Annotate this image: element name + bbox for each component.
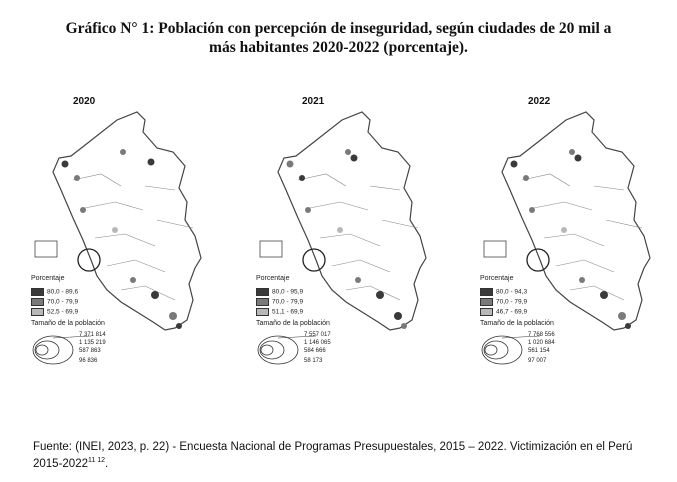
legend-item: 70,0 - 79,9 xyxy=(480,298,527,306)
map-year: 2021 xyxy=(302,96,325,107)
swatch xyxy=(31,288,44,296)
size-value: 97 007 xyxy=(528,358,547,364)
map-year: 2022 xyxy=(528,96,551,107)
size-legend-title: Tamaño de la población xyxy=(256,320,330,327)
title-line-2: más habitantes 2020-2022 (porcentaje). xyxy=(209,39,468,56)
legend-item: 51,1 - 69,9 xyxy=(256,308,303,316)
swatch xyxy=(256,308,269,316)
size-value: 1 020 684 xyxy=(528,340,555,346)
map-year: 2020 xyxy=(73,96,96,107)
size-legend-title: Tamaño de la población xyxy=(31,320,105,327)
size-legend-title: Tamaño de la población xyxy=(480,320,554,327)
legend-item: 46,7 - 69,9 xyxy=(480,308,527,316)
source-text: Fuente: (INEI, 2023, p. 22) - Encuesta Nacional de Programas Presupuestales, 2015 – 2022. Victimización en el Perú 2015-2022 xyxy=(33,441,633,470)
swatch xyxy=(480,308,493,316)
legend-title: Porcentaje xyxy=(31,275,65,282)
size-value: 7 371 814 xyxy=(79,332,106,338)
size-value: 584 666 xyxy=(304,348,326,354)
legend-item: 80,0 - 94,3 xyxy=(480,288,527,296)
legend-item: 70,0 - 79,9 xyxy=(31,298,78,306)
swatch xyxy=(480,298,493,306)
source-end: . xyxy=(105,457,109,470)
legend-title: Porcentaje xyxy=(480,275,514,282)
size-value: 58 173 xyxy=(304,358,323,364)
size-value: 7 557 017 xyxy=(304,332,331,338)
source-note xyxy=(33,440,663,471)
map-2020 xyxy=(25,90,225,390)
footnote-refs: 11 12 xyxy=(88,457,105,464)
legend-item: 52,5 - 69,9 xyxy=(31,308,78,316)
size-value: 561 154 xyxy=(528,348,550,354)
size-value: 1 135 219 xyxy=(79,340,106,346)
swatch xyxy=(256,288,269,296)
title-line-1: Gráfico N° 1: Población con percepción de inseguridad, según ciudades de 20 mil a xyxy=(65,20,612,37)
size-value: 96 836 xyxy=(79,358,98,364)
swatch xyxy=(31,308,44,316)
legend-item: 80,0 - 95,9 xyxy=(256,288,303,296)
size-value: 1 146 065 xyxy=(304,340,331,346)
map-2022 xyxy=(474,90,674,390)
legend-item: 80,0 - 89,6 xyxy=(31,288,78,296)
size-value: 587 863 xyxy=(79,348,101,354)
swatch xyxy=(256,298,269,306)
map-2021 xyxy=(250,90,450,390)
size-value: 7 768 556 xyxy=(528,332,555,338)
legend-title: Porcentaje xyxy=(256,275,290,282)
legend-item: 70,0 - 79,9 xyxy=(256,298,303,306)
swatch xyxy=(31,298,44,306)
swatch xyxy=(480,288,493,296)
